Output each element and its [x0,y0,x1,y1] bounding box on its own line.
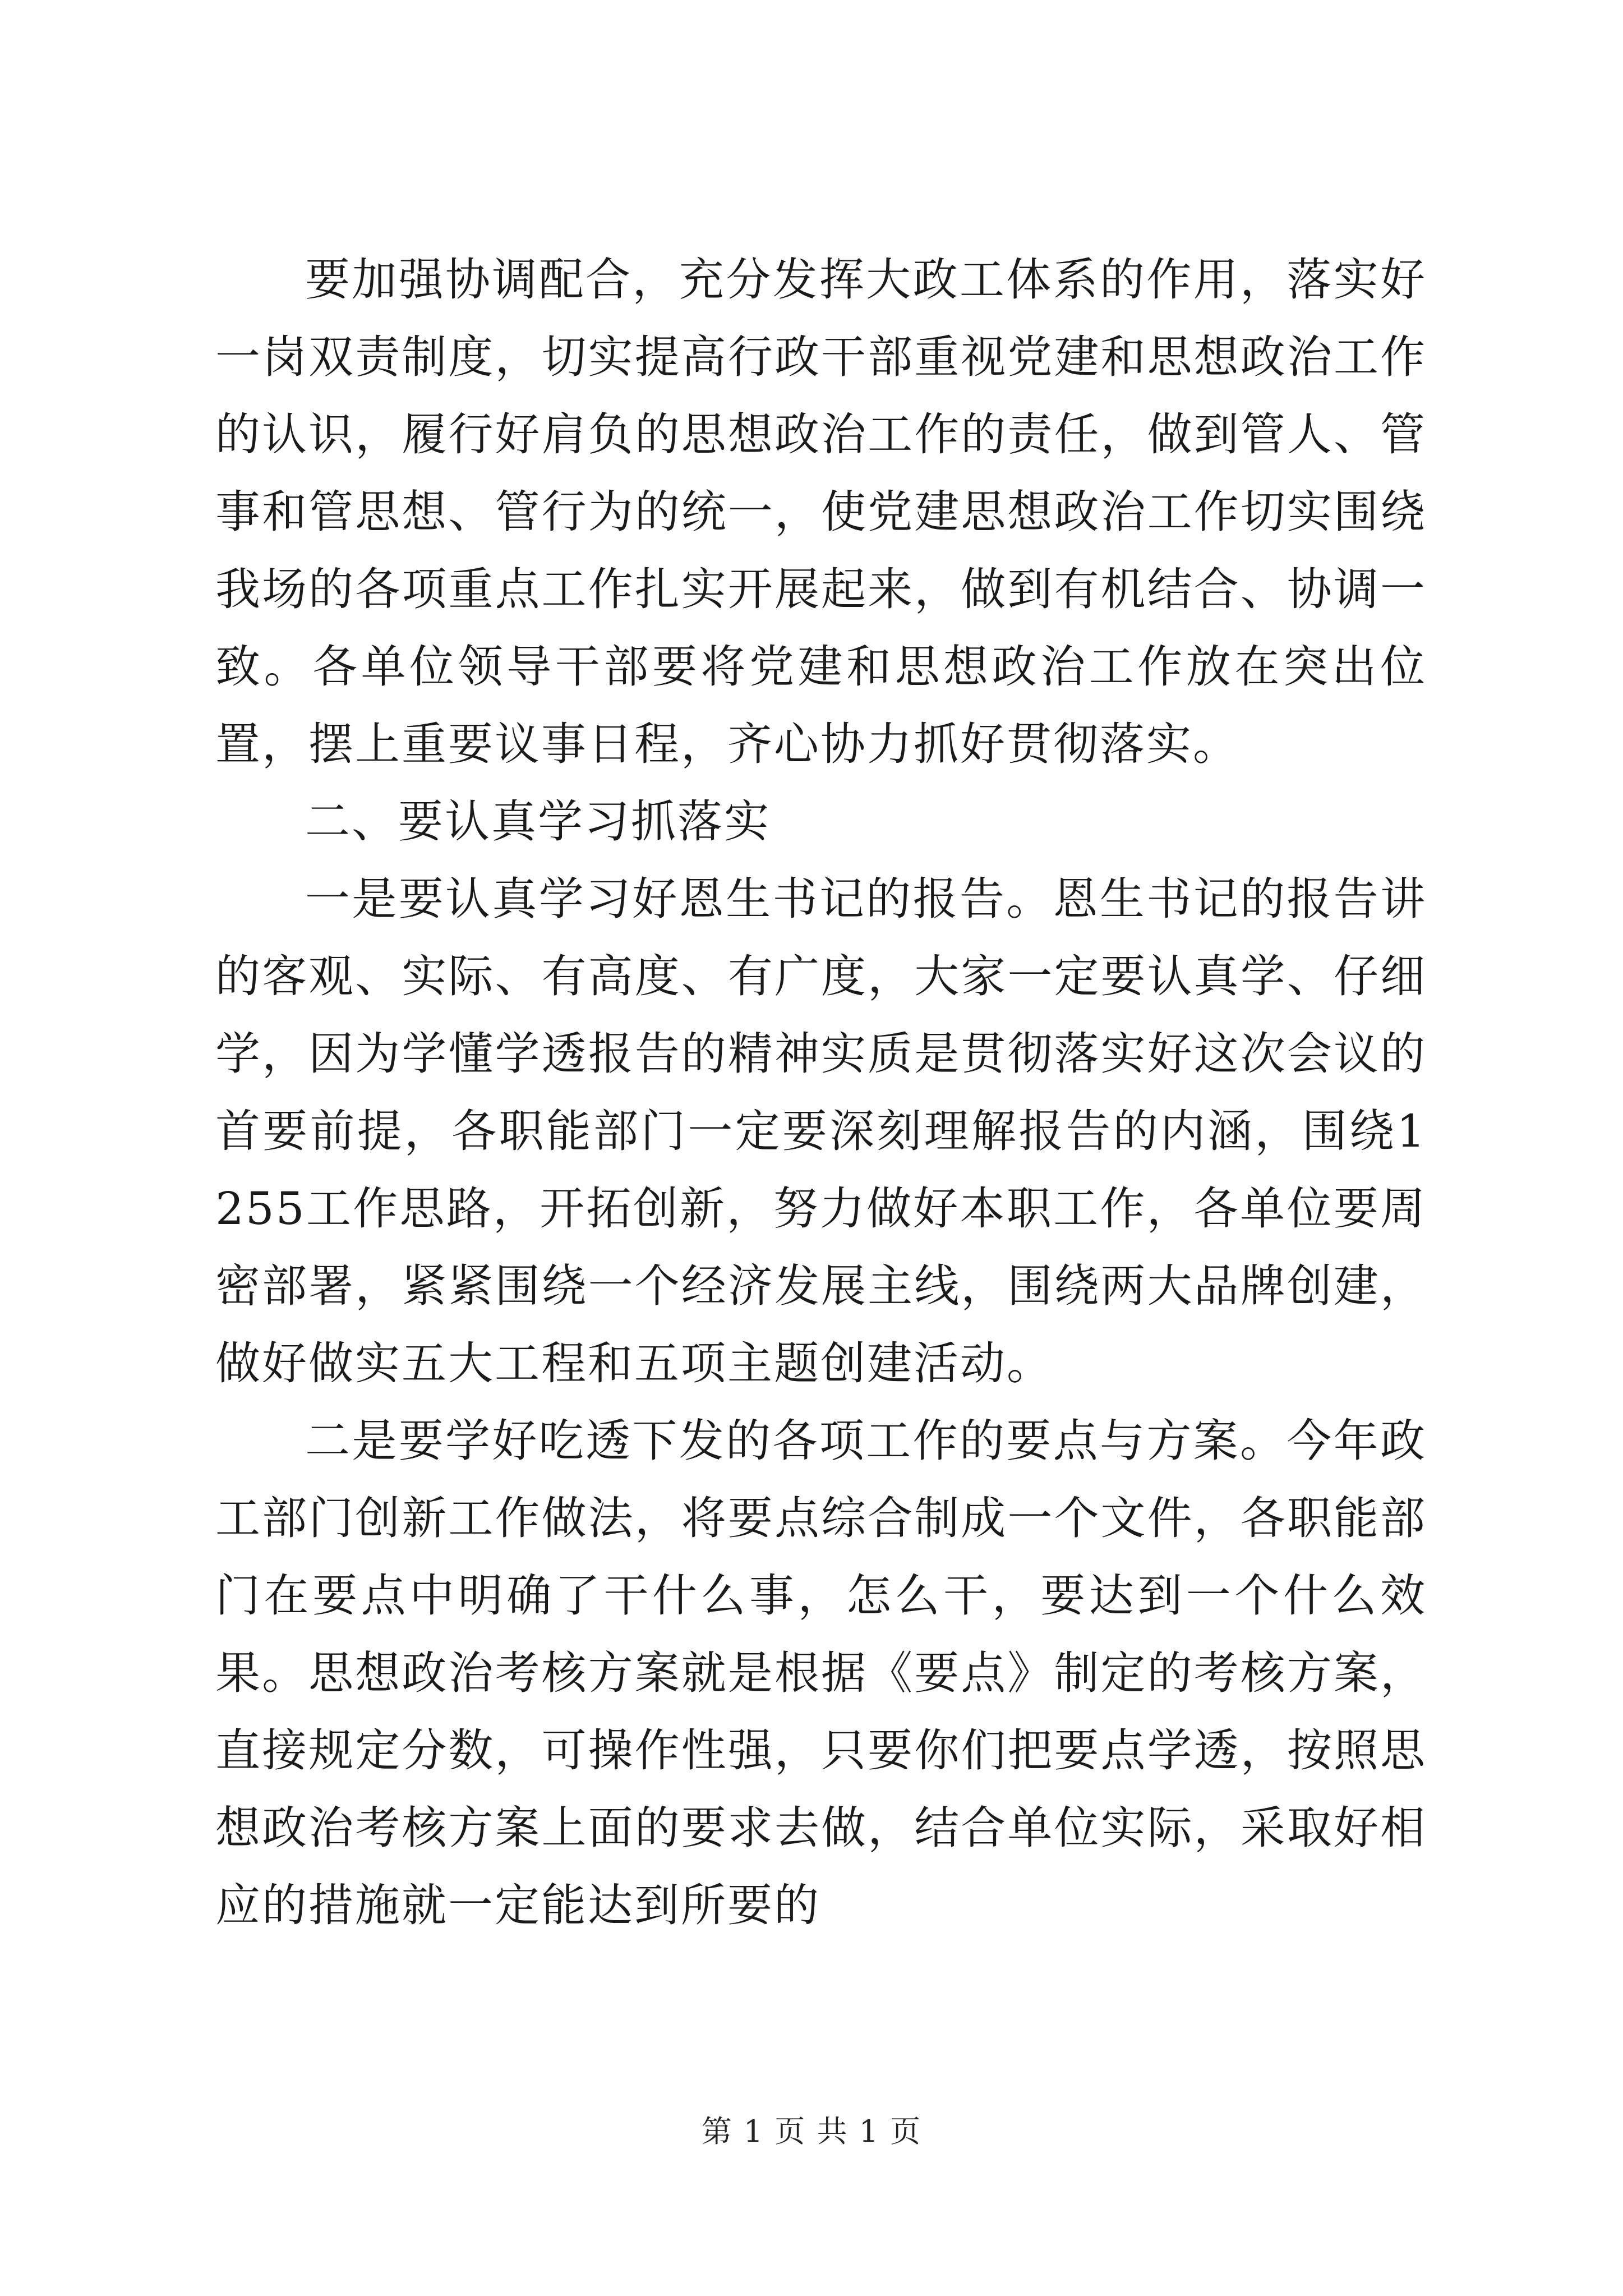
section-heading-study: 二、要认真学习抓落实 [305,795,771,848]
paragraph-study-points: 二是要学好吃透下发的各项工作的要点与方案。今年政工部门创新工作做法，将要点综合制成一个文件，各职能部门在要点中明确了干什么事，怎么干，要达到一个什么效果。思想政治考核方案就是根据《要点》制定的考核方案，直接规定分数，可操作性强，只要你们把要点学透，按照思想政治考核方案上面的要求去做，结合单位实际，采取好相应的措施就一定能达到所要的 [215,1415,1427,1931]
page-footer: 第 1 页 共 1 页 [701,2114,922,2149]
paragraph-study-report: 一是要认真学习好恩生书记的报告。恩生书记的报告讲的客观、实际、有高度、有广度，大家一定要认真学、仔细学，因为学懂学透报告的精神实质是贯彻落实好这次会议的首要前提，各职能部门一定要深刻理解报告的内涵，围绕1255工作思路，开拓创新，努力做好本职工作，各单位要周密部署，紧紧围绕一个经济发展主线，围绕两大品牌创建，做好做实五大工程和五项主题创建活动。 [215,873,1427,1389]
document-body [215,241,1427,1944]
paragraph-coordination: 要加强协调配合，充分发挥大政工体系的作用，落实好一岗双责制度，切实提高行政干部重视党建和思想政治工作的认识，履行好肩负的思想政治工作的责任，做到管人、管事和管思想、管行为的统一，使党建思想政治工作切实围绕我场的各项重点工作扎实开展起来，做到有机结合、协调一致。各单位领导干部要将党建和思想政治工作放在突出位置，摆上重要议事日程，齐心协力抓好贯彻落实。 [215,254,1427,770]
